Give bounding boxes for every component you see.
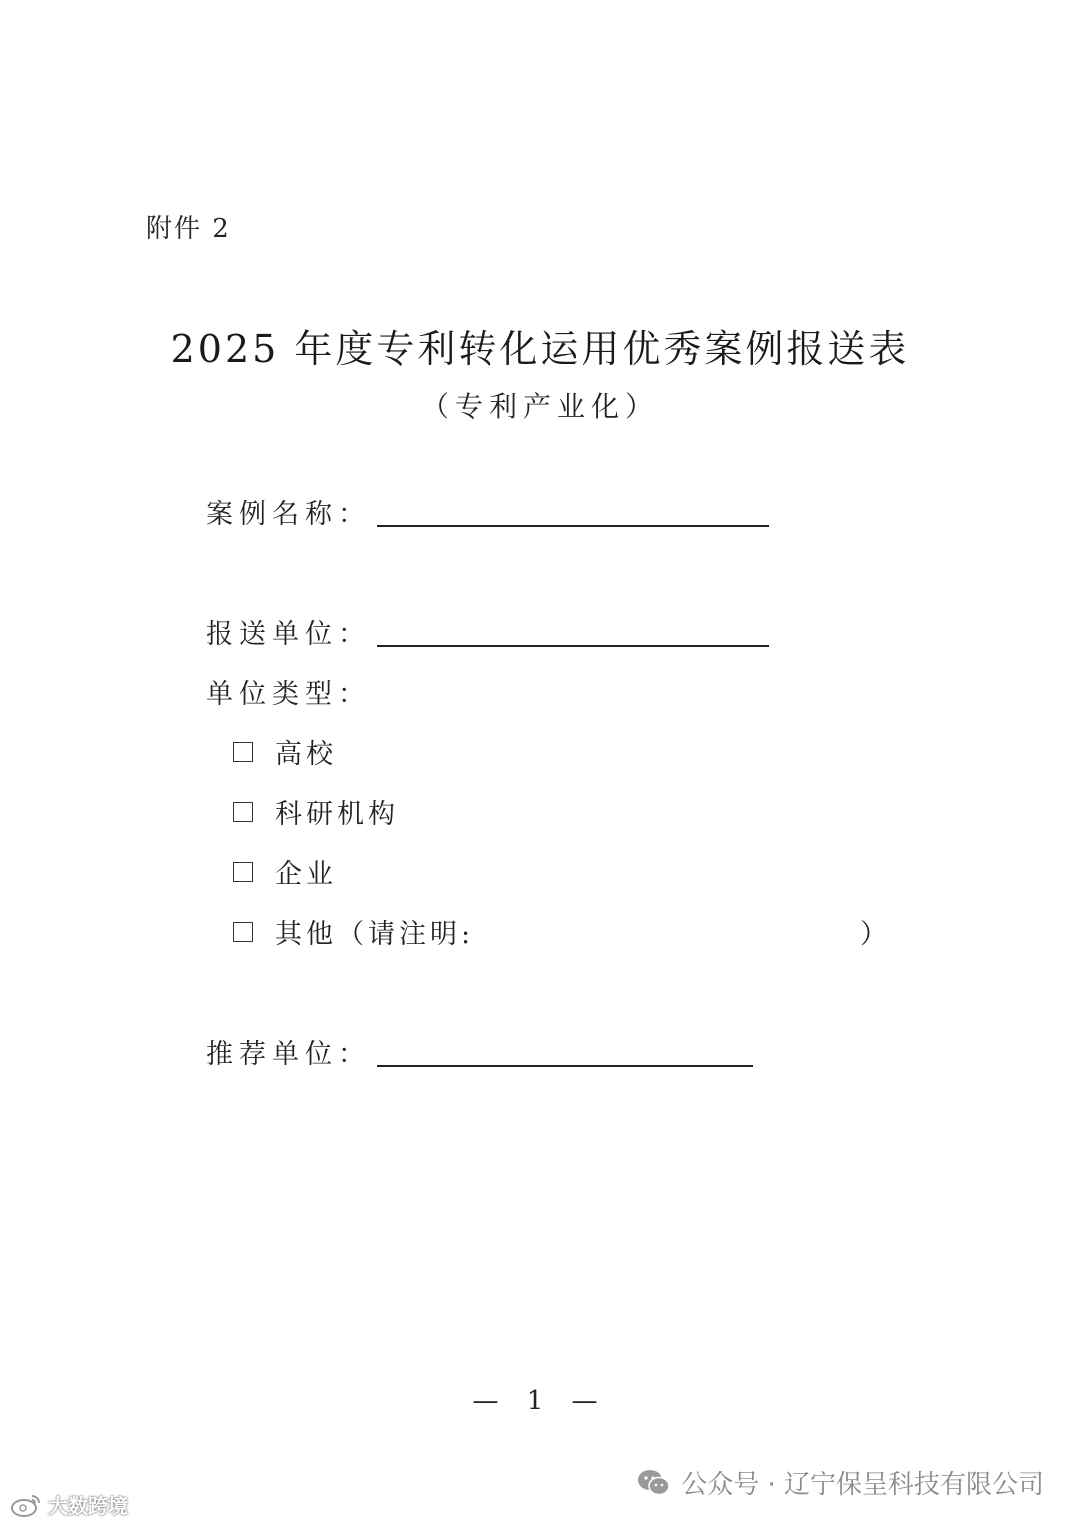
wechat-watermark (637, 1464, 1044, 1501)
weibo-icon (10, 1493, 42, 1517)
option-university-label: 高校 (275, 739, 337, 770)
wechat-watermark-text: 公众号 · 辽宁保呈科技有限公司 (681, 1470, 1044, 1500)
document-title: 2025 年度专利转化运用优秀案例报送表 (170, 327, 910, 371)
case-name-label: 案例名称： (206, 499, 371, 530)
document-subtitle: （专利产业化） (420, 390, 659, 423)
attachment-label: 附件 2 (146, 214, 231, 244)
option-enterprise[interactable] (233, 852, 337, 891)
recommending-unit-field (206, 1032, 753, 1071)
submitting-unit-input-line[interactable] (377, 645, 769, 647)
checkbox-enterprise[interactable] (233, 862, 253, 882)
recommending-unit-input-line[interactable] (377, 1065, 753, 1067)
case-name-field (206, 492, 769, 531)
option-research-institute-label: 科研机构 (275, 799, 399, 830)
case-name-input-line[interactable] (377, 525, 769, 527)
option-research-institute[interactable] (233, 792, 399, 831)
option-university[interactable] (233, 732, 337, 771)
option-other-label: 其他（请注明: (275, 919, 475, 950)
submitting-unit-field (206, 612, 769, 651)
option-other-close-paren: ） (860, 919, 887, 950)
weibo-watermark (10, 1490, 128, 1519)
unit-type-label: 单位类型： (206, 679, 371, 710)
checkbox-university[interactable] (233, 742, 253, 762)
checkbox-research-institute[interactable] (233, 802, 253, 822)
checkbox-other[interactable] (233, 922, 253, 942)
submitting-unit-label: 报送单位： (206, 619, 371, 650)
wechat-icon (637, 1469, 671, 1497)
weibo-watermark-text: 大数跨境 (48, 1494, 128, 1518)
option-other[interactable] (233, 912, 474, 951)
page-number: — 1 — (472, 1386, 608, 1416)
unit-type-field (206, 672, 371, 711)
option-enterprise-label: 企业 (275, 859, 337, 890)
recommending-unit-label: 推荐单位： (206, 1039, 371, 1070)
